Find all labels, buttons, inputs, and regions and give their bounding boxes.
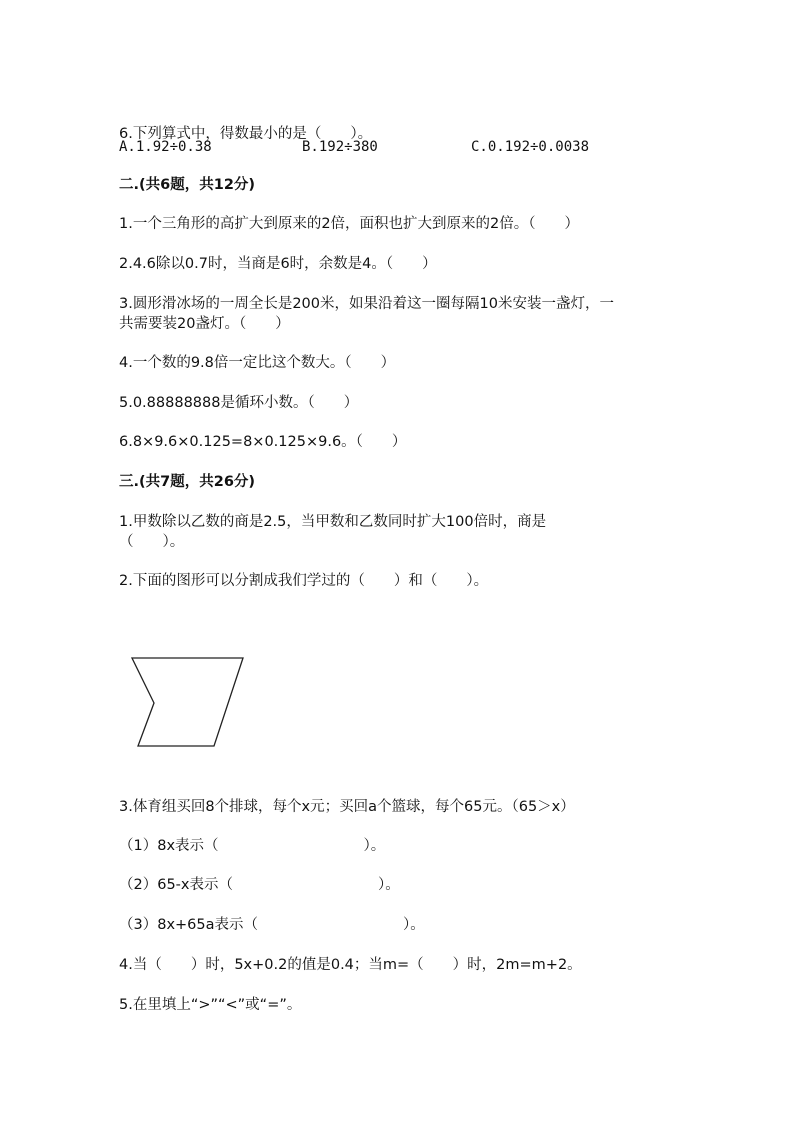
section-3-q3: 3.体育组买回8个排球，每个x元；买回a个篮球，每个65元。（65＞x） bbox=[119, 799, 575, 815]
section-3-q5: 5.在里填上“>”“<”或“=”。 bbox=[119, 997, 302, 1013]
option-b: B.192÷380 bbox=[302, 139, 378, 155]
section-2-item-3-line-1: 3.圆形滑冰场的一周全长是200米，如果沿着这一圈每隔10米安装一盏灯，一 bbox=[119, 296, 614, 312]
option-c: C.0.192÷0.0038 bbox=[471, 139, 590, 155]
section-3-q4: 4.当（ ）时，5x+0.2的值是0.4；当m=（ ）时，2m=m+2。 bbox=[119, 957, 582, 973]
section-3-q1-line-1: 1.甲数除以乙数的商是2.5，当甲数和乙数同时扩大100倍时，商是 bbox=[119, 514, 547, 530]
section-3-q3-sub-2: （2）65-x表示（ ）。 bbox=[119, 877, 400, 893]
section-2-item-2: 2.4.6除以0.7时，当商是6时，余数是4。（ ） bbox=[119, 256, 437, 272]
section-3-header: 三.(共7题，共26分) bbox=[119, 474, 256, 490]
section-3-q1-line-2: （ ）。 bbox=[119, 534, 185, 550]
section-2-item-6: 6.8×9.6×0.125=8×0.125×9.6。（ ） bbox=[119, 434, 407, 450]
section-2-item-3-line-2: 共需要装20盏灯。（ ） bbox=[119, 316, 290, 332]
section-3-q3-sub-3: （3）8x+65a表示（ ）。 bbox=[119, 917, 425, 933]
section-2-item-5: 5.0.88888888是循环小数。（ ） bbox=[119, 395, 359, 411]
section-2-header: 二.(共6题，共12分) bbox=[119, 177, 256, 193]
option-a: A.1.92÷0.38 bbox=[119, 139, 212, 155]
section-3-q3-sub-1: （1）8x表示（ ）。 bbox=[119, 838, 386, 854]
section-2-item-1: 1.一个三角形的高扩大到原来的2倍，面积也扩大到原来的2倍。（ ） bbox=[119, 216, 580, 232]
section-2-item-4: 4.一个数的9.8倍一定比这个数大。（ ） bbox=[119, 355, 396, 371]
question-6-stem: 6.下列算式中，得数最小的是（ ）。 bbox=[119, 126, 373, 142]
composite-shape-figure bbox=[128, 655, 248, 751]
composite-shape-outline bbox=[132, 658, 243, 746]
section-3-q2: 2.下面的图形可以分割成我们学过的（ ）和（ ）。 bbox=[119, 573, 489, 589]
